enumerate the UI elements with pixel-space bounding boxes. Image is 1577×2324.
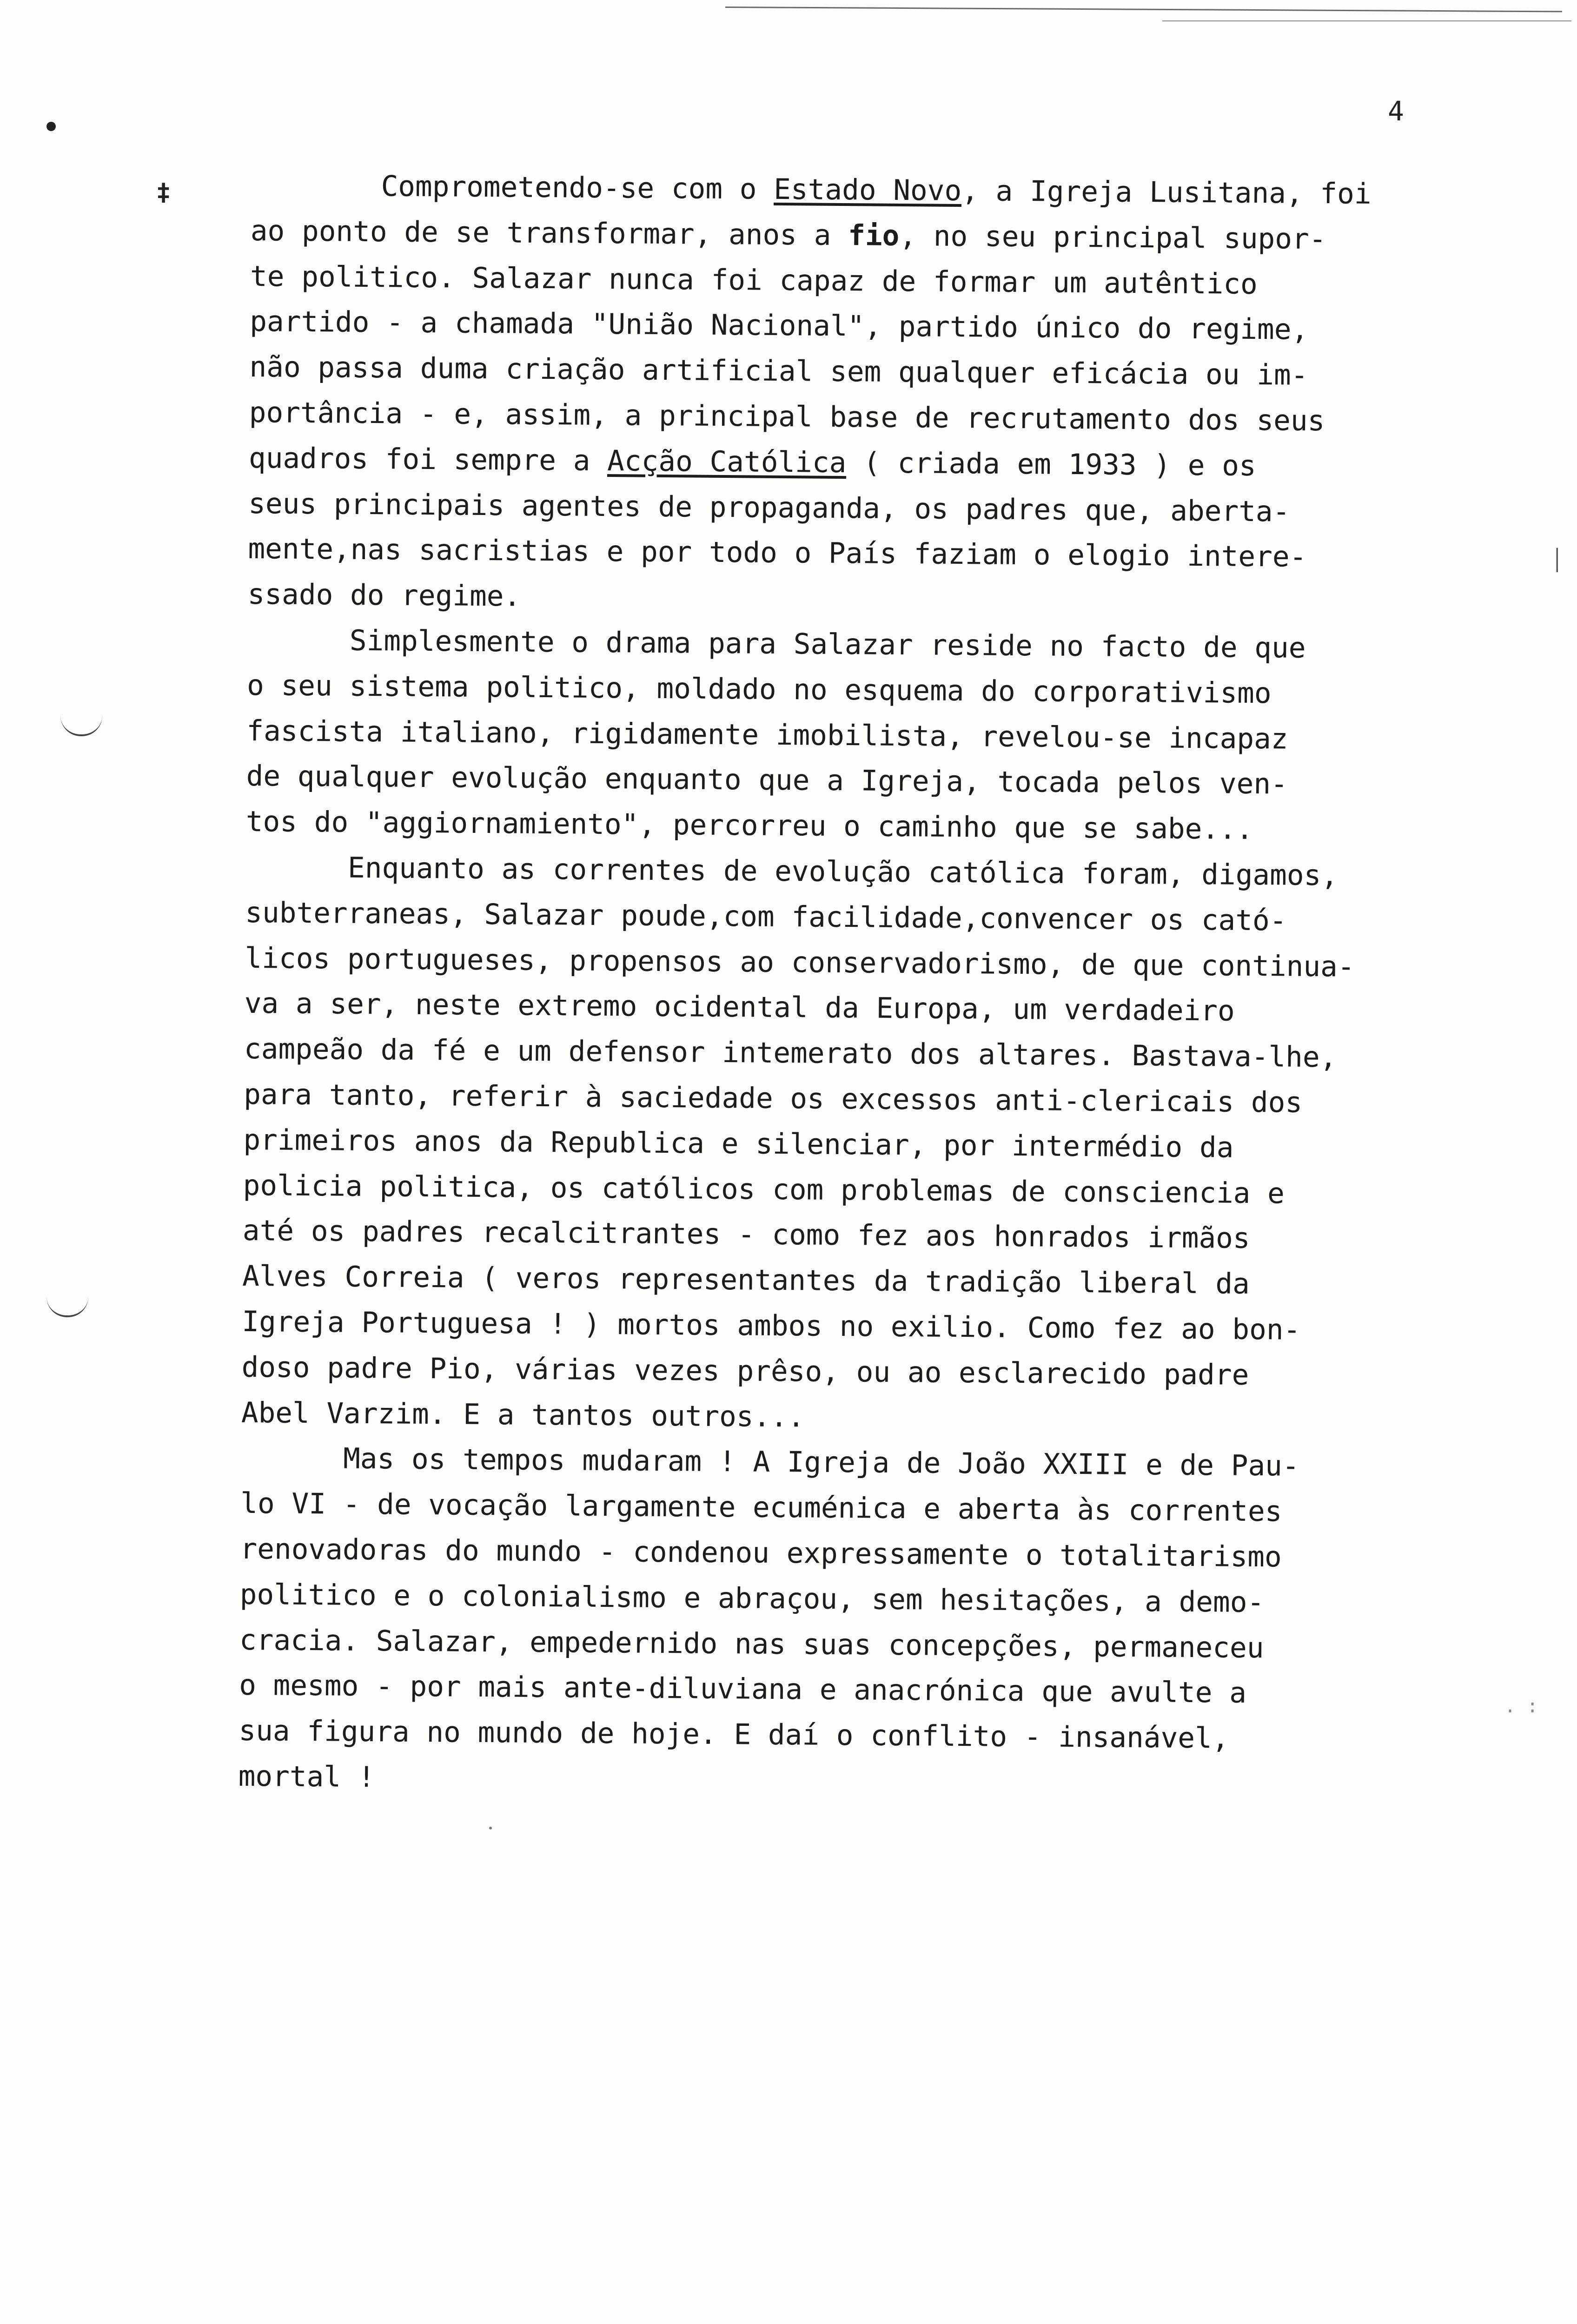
text-segment: de qualquer evolução enquanto que a Igreja, tocada pelos ven- [246,759,1288,801]
text-segment: campeão da fé e um defensor intemerato dos altares. Bastava-lhe, [244,1032,1337,1074]
text-segment: partido - a chamada "União Nacional", partido único do regime, [250,305,1309,347]
text-segment: o mesmo - por mais ante-diluviana e anacrónica que avulte a [239,1669,1247,1710]
page-number: 4 [1388,95,1404,127]
text-segment: para tanto, referir à saciedade os excessos anti-clericais dos [243,1077,1303,1119]
stray-ink-dot [489,1827,492,1829]
top-edge-line [725,7,1562,12]
text-segment: tos do "aggiornamiento", percorreu o caminho que se sabe... [245,805,1253,846]
text-segment: ssado do regime. [247,578,521,613]
underlined-term: Acção Católica [607,444,847,479]
margin-pencil-mark [46,1297,88,1317]
text-segment: até os padres recalcitrantes - como fez aos honrados irmãos [242,1214,1250,1255]
text-segment: licos portugueses, propensos ao conservadorismo, de que continua- [245,941,1355,984]
text-segment: mortal ! [238,1759,375,1794]
text-segment: Abel Varzim. E a tantos outros... [241,1396,805,1433]
text-segment: ao ponto de se transformar, anos a [250,214,848,252]
text-segment: , a Igreja Lusitana, foi [961,174,1372,211]
top-edge-line-secondary [1162,20,1571,21]
text-segment: o seu sistema politico, moldado no esquema do corporativismo [246,668,1272,710]
hole-punch-dot [46,122,56,131]
text-segment: policia politica, os católicos com problemas de consciencia e [243,1169,1285,1210]
text-segment: subterraneas, Salazar poude,com facilidade,convencer os cató- [245,896,1287,938]
text-segment: Simplesmente o drama para Salazar reside no facto de que [349,624,1306,665]
text-segment: Mas os tempos mudaram ! A Igreja de João XXIII e de Pau- [343,1442,1299,1483]
text-segment: cracia. Salazar, empedernido nas suas concepções, permaneceu [239,1623,1264,1664]
text-segment: não passa duma criação artificial sem qualquer eficácia ou im- [249,350,1308,392]
body-text [238,163,1516,1809]
margin-pencil-mark [60,716,102,736]
text-segment: te politico. Salazar nunca foi capaz de formar um autêntico [250,259,1258,301]
bold-correction: fio [848,218,900,252]
text-segment: politico e o colonialismo e abraçou, sem hesitações, a demo- [239,1578,1265,1619]
text-segment: renovadoras do mundo - condenou expressamente o totalitarismo [240,1532,1282,1574]
text-line [238,1754,1503,1809]
text-segment: doso padre Pio, várias vezes prêso, ou ao esclarecido padre [241,1350,1249,1392]
text-segment: fascista italiano, rigidamente imobilista, revelou-se incapaz [246,714,1288,756]
text-segment: ( criada em 1933 ) e os [846,446,1257,482]
text-segment: mente,nas sacristias e por todo o País faziam o elogio intere- [248,532,1307,574]
text-segment: Comprometendo-se com o [381,170,774,206]
underlined-term: Estado Novo [773,172,962,208]
text-segment: quadros foi sempre a [248,441,608,477]
text-segment: va a ser, neste extremo ocidental da Europa, um verdadeiro [244,987,1235,1028]
text-segment: lo VI - de vocação largamente ecuménica e aberta às correntes [240,1487,1282,1528]
text-segment: seus principais agentes de propaganda, os padres que, aberta- [248,487,1290,528]
right-margin-mark: │ [1551,548,1564,572]
text-segment: sua figura no mundo de hoje. E daí o conflito - insanável, [239,1714,1229,1755]
text-segment: portância - e, assim, a principal base de recrutamento dos seus [249,396,1325,438]
right-margin-dots: . : [1504,1696,1538,1717]
text-segment: , no seu principal supor- [899,219,1326,256]
text-segment: Igreja Portuguesa ! ) mortos ambos no exilio. Como fez ao bon- [242,1305,1301,1347]
text-segment: primeiros anos da Republica e silenciar, por intermédio da [243,1123,1234,1164]
margin-mark: ‡ [156,178,171,206]
text-segment: Alves Correia ( veros representantes da tradição liberal da [242,1260,1250,1301]
text-segment: Enquanto as correntes de evolução católica foram, digamos, [347,851,1338,892]
